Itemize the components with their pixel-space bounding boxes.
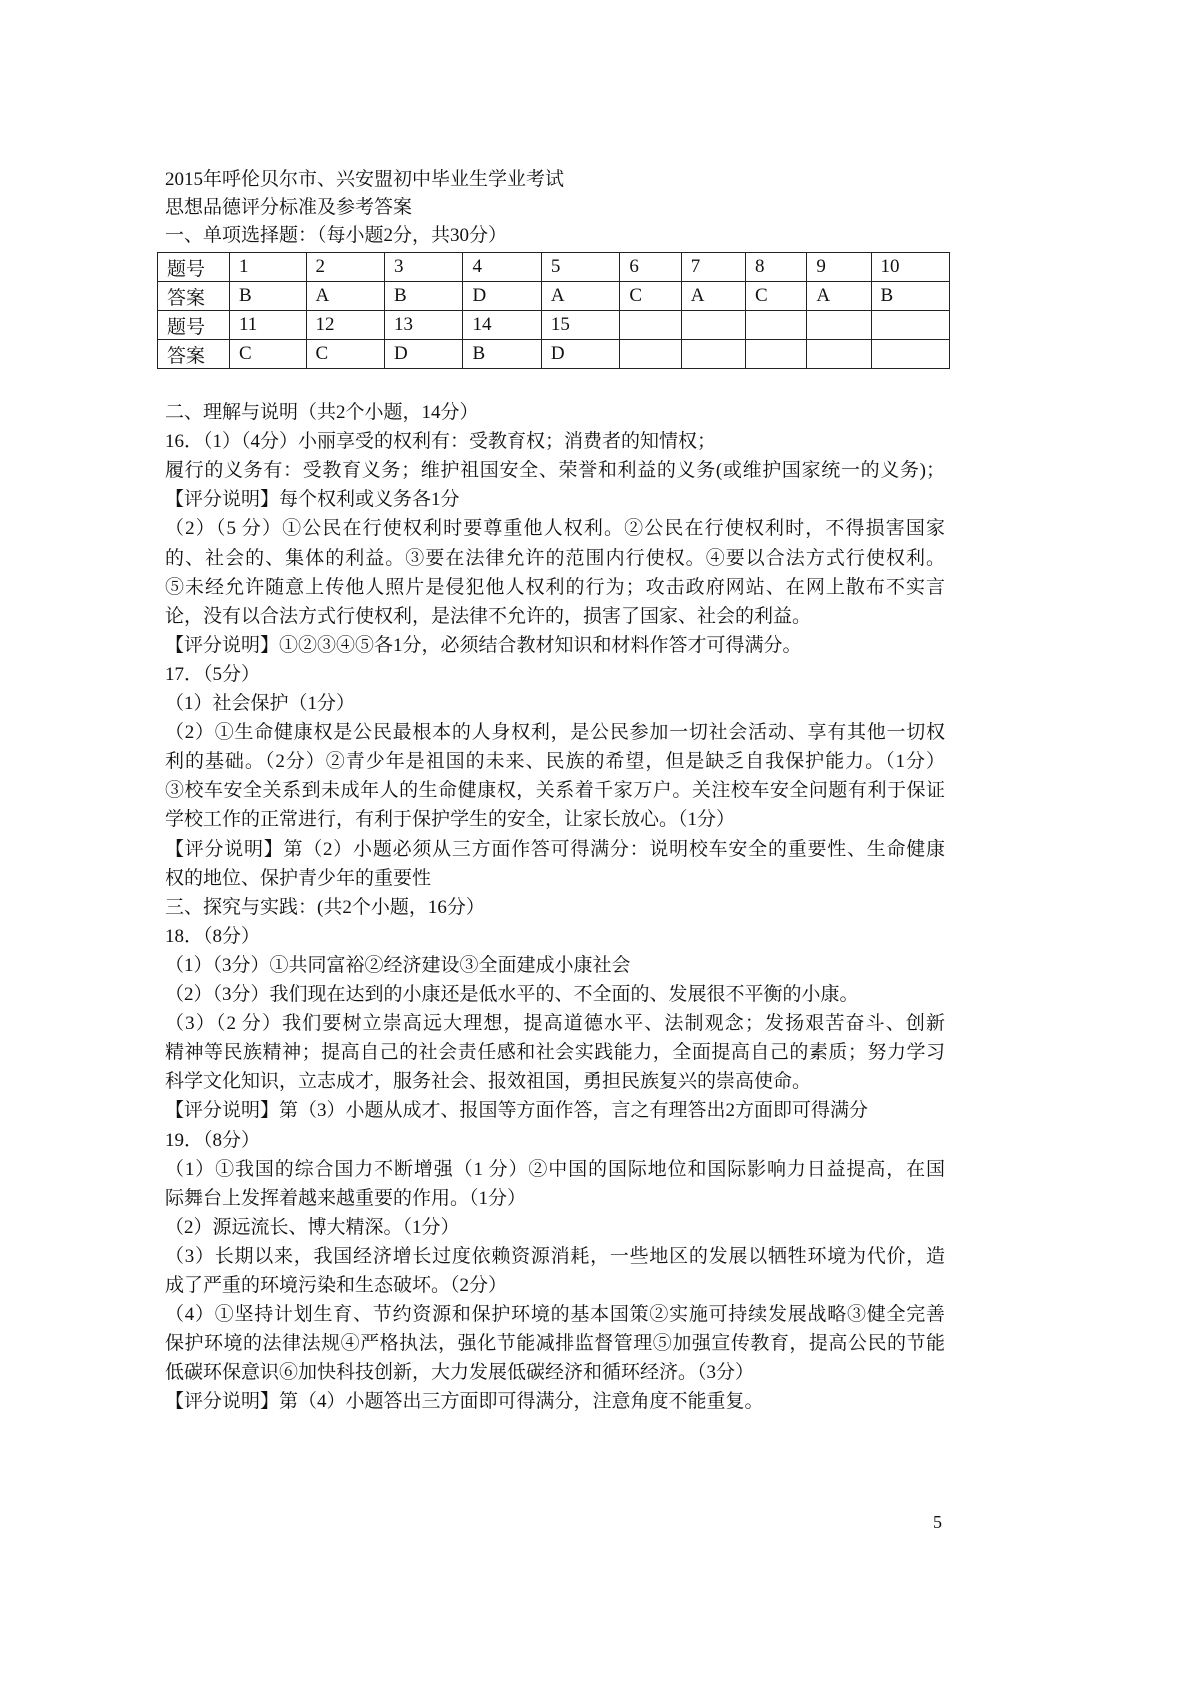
table-cell: 1 [230,253,307,282]
table-cell: 8 [745,253,806,282]
table-cell [681,311,745,340]
table-cell: A [541,282,619,311]
row-header-cell: 题号 [158,253,230,282]
table-cell: 9 [807,253,871,282]
text-line: （3）（2 分）我们要树立崇高远大理想，提高道德水平、法制观念；发扬艰苦奋斗、创新 [165,1013,945,1035]
table-cell: 7 [681,253,745,282]
table-cell: C [230,340,307,369]
table-cell [871,311,949,340]
text-line: 16．（1）（4分）小丽享受的权利有：受教育权；消费者的知情权； [165,431,717,453]
table-cell [871,340,949,369]
text-line: 18．（8分） [165,925,261,947]
text-line: 际舞台上发挥着越来越重要的作用。（1分） [165,1187,527,1209]
table-cell: 11 [230,311,307,340]
text-line: （2）（3分）我们现在达到的小康还是低水平的、不全面的、发展很不平衡的小康。 [165,984,859,1005]
table-cell [807,311,871,340]
text-line: 【评分说明】第（3）小题从成才、报国等方面作答，言之有理答出2方面即可得满分 [165,1100,869,1122]
text-line: 【评分说明】每个权利或义务各1分 [165,489,460,511]
table-cell [620,340,681,369]
document-title: 2015年呼伦贝尔市、兴安盟初中毕业生学业考试 [165,169,565,190]
table-cell: 3 [385,253,463,282]
text-line: 17．（5分） [165,663,261,685]
text-line: （1）①我国的综合国力不断增强（1 分）②中国的国际地位和国际影响力日益提高，在国 [165,1158,945,1180]
row-header-cell: 答案 [158,340,230,369]
table-cell: 10 [871,253,949,282]
table-cell: C [620,282,681,311]
document-subtitle: 思想品德评分标准及参考答案 [165,197,413,218]
table-cell: A [681,282,745,311]
text-line: 保护环境的法律法规④严格执法，强化节能减排监督管理⑤加强宣传教育，提高公民的节能 [165,1333,945,1355]
table-row [158,340,950,369]
text-line: 成了严重的环境污染和生态破坏。（2分） [165,1275,508,1296]
table-cell: 13 [385,311,463,340]
table-cell: B [871,282,949,311]
text-line: （4）①坚持计划生育、节约资源和保护环境的基本国策②实施可持续发展战略③健全完善 [165,1304,945,1326]
table-cell: 6 [620,253,681,282]
answer-table [157,252,950,369]
table-row [158,282,950,311]
text-line: 低碳环保意识⑥加快科技创新，大力发展低碳经济和循环经济。（3分） [165,1362,755,1384]
text-line: 履行的义务有：受教育义务；维护祖国安全、荣誉和利益的义务(或维护国家统一的义务)； [165,460,945,482]
text-line: 精神等民族精神；提高自己的社会责任感和社会实践能力，全面提高自己的素质；努力学习 [165,1042,945,1064]
text-line: 二、理解与说明（共2个小题，14分） [165,402,479,423]
section-heading-1: 一、单项选择题：（每小题2分，共30分） [165,225,508,246]
table-cell [620,311,681,340]
text-line: （1）社会保护（1分） [165,693,356,714]
row-header-cell: 题号 [158,311,230,340]
text-line: 学校工作的正常进行，有利于保护学生的安全，让家长放心。（1分） [165,809,736,831]
table-cell [807,340,871,369]
table-cell: 5 [541,253,619,282]
row-header-cell: 答案 [158,282,230,311]
text-line: （1）（3分）①共同富裕②经济建设③全面建成小康社会 [165,954,631,976]
table-cell: B [385,282,463,311]
text-line: （2）（5 分）①公民在行使权利时要尊重他人权利。②公民在行使权利时，不得损害国家 [165,518,945,540]
table-cell: A [807,282,871,311]
table-cell: C [306,340,384,369]
table-cell: 4 [463,253,541,282]
table-cell: D [463,282,541,311]
page-number: 5 [933,1512,942,1532]
text-line: ③校车安全关系到未成年人的生命健康权，关系着千家万户。关注校车安全问题有利于保证 [165,780,945,802]
text-line: 的、社会的、集体的利益。③要在法律允许的范围内行使权。④要以合法方式行使权利。 [165,547,945,569]
text-line: 三、探究与实践：(共2个小题，16分） [165,896,485,918]
table-cell: B [463,340,541,369]
table-cell: 14 [463,311,541,340]
text-line: 科学文化知识，立志成才，服务社会、报效祖国，勇担民族复兴的崇高使命。 [165,1071,812,1093]
text-line: 【评分说明】第（2）小题必须从三方面作答可得满分：说明校车安全的重要性、生命健康 [165,838,945,860]
table-cell: C [745,282,806,311]
table-cell: D [541,340,619,369]
text-line: 【评分说明】①②③④⑤各1分，必须结合教材知识和材料作答才可得满分。 [165,634,802,656]
text-line: （2）源远流长、博大精深。（1分） [165,1216,460,1238]
table-cell: D [385,340,463,369]
table-row [158,311,950,340]
table-row [158,253,950,282]
text-line: ⑤未经允许随意上传他人照片是侵犯他人权利的行为；攻击政府网站、在网上散布不实言 [165,576,945,598]
text-line: 论，没有以合法方式行使权利，是法律不允许的，损害了国家、社会的利益。 [165,605,812,627]
table-cell [745,340,806,369]
table-cell [681,340,745,369]
text-line: （3）长期以来，我国经济增长过度依赖资源消耗，一些地区的发展以牺牲环境为代价，造 [165,1245,945,1267]
table-cell: 15 [541,311,619,340]
text-line: 利的基础。（2分）②青少年是祖国的未来、民族的希望，但是缺乏自我保护能力。（1分） [165,751,945,773]
text-line: 19．（8分） [165,1129,261,1151]
table-cell: 2 [306,253,384,282]
text-line: 【评分说明】第（4）小题答出三方面即可得满分，注意角度不能重复。 [165,1391,764,1413]
text-line: （2）①生命健康权是公民最根本的人身权利，是公民参加一切社会活动、享有其他一切权 [165,722,945,744]
text-line: 权的地位、保护青少年的重要性 [165,867,432,889]
table-cell: 12 [306,311,384,340]
table-cell: B [230,282,307,311]
table-cell [745,311,806,340]
table-cell: A [306,282,384,311]
